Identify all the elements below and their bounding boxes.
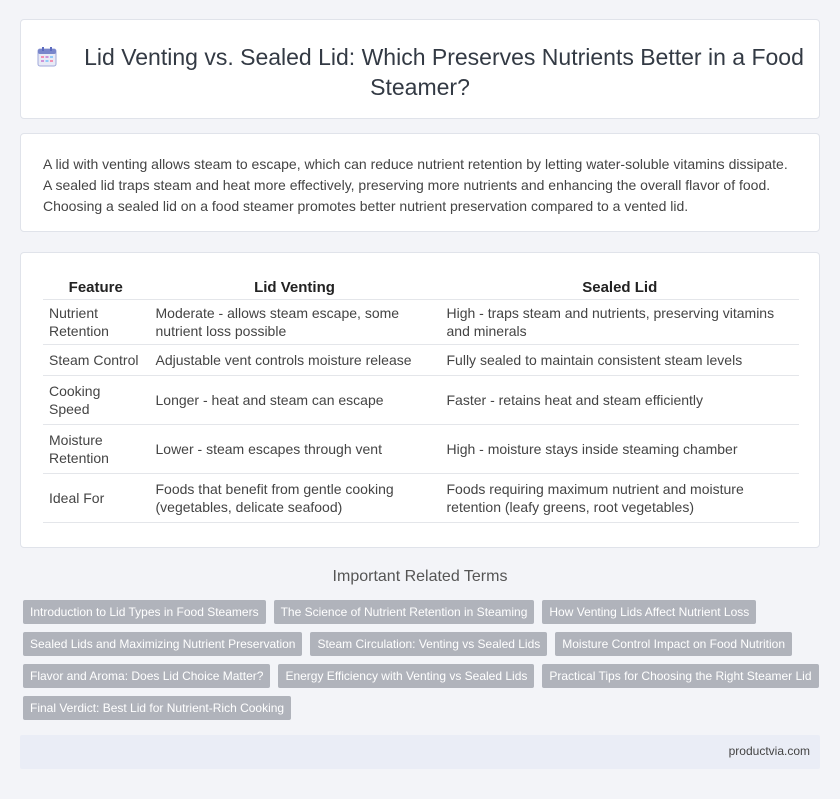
sealed-cell: Fully sealed to maintain consistent steam levels xyxy=(440,344,799,375)
comparison-table-card xyxy=(20,252,820,548)
tag-row xyxy=(23,632,823,656)
related-term-tag[interactable]: Energy Efficiency with Venting vs Sealed Lids xyxy=(278,664,534,688)
table-row xyxy=(43,424,799,473)
table-row xyxy=(43,344,799,375)
related-terms-list xyxy=(23,600,823,728)
table-row xyxy=(43,473,799,522)
sealed-cell: High - moisture stays inside steaming chamber xyxy=(440,424,799,473)
table-row xyxy=(43,375,799,424)
related-term-tag[interactable]: The Science of Nutrient Retention in Steaming xyxy=(274,600,535,624)
comparison-table xyxy=(43,275,799,523)
page-title xyxy=(21,42,819,102)
header-card xyxy=(20,19,820,119)
related-term-tag[interactable]: Final Verdict: Best Lid for Nutrient-Rich Cooking xyxy=(23,696,291,720)
feature-cell: Ideal For xyxy=(43,473,149,522)
related-term-tag[interactable]: Sealed Lids and Maximizing Nutrient Preservation xyxy=(23,632,302,656)
feature-cell: Steam Control xyxy=(43,344,149,375)
table-header-row xyxy=(43,275,799,299)
venting-cell: Lower - steam escapes through vent xyxy=(149,424,440,473)
tag-row xyxy=(23,696,823,720)
venting-cell: Foods that benefit from gentle cooking (vegetables, delicate seafood) xyxy=(149,473,440,522)
intro-text: A lid with venting allows steam to escape, which can reduce nutrient retention by letting water-soluble vitamins dissipate. A sealed lid traps steam and heat more effectively, preserving more nutrients and enhancing the overall flavor of food. Choosing a sealed lid on a food steamer promotes better nutrient preservation compared to a vented lid. xyxy=(43,156,788,214)
feature-cell: Nutrient Retention xyxy=(43,299,149,344)
sealed-cell: Faster - retains heat and steam efficiently xyxy=(440,375,799,424)
header-feature: Feature xyxy=(43,275,149,299)
related-term-tag[interactable]: Flavor and Aroma: Does Lid Choice Matter? xyxy=(23,664,270,688)
venting-cell: Adjustable vent controls moisture release xyxy=(149,344,440,375)
feature-cell: Cooking Speed xyxy=(43,375,149,424)
intro-card xyxy=(20,133,820,232)
footer xyxy=(20,735,820,769)
related-term-tag[interactable]: Practical Tips for Choosing the Right Steamer Lid xyxy=(542,664,818,688)
related-term-tag[interactable]: Moisture Control Impact on Food Nutrition xyxy=(555,632,792,656)
related-term-tag[interactable]: Introduction to Lid Types in Food Steamers xyxy=(23,600,266,624)
related-term-tag[interactable]: How Venting Lids Affect Nutrient Loss xyxy=(542,600,756,624)
sealed-cell: High - traps steam and nutrients, preserving vitamins and minerals xyxy=(440,299,799,344)
related-terms-title: Important Related Terms xyxy=(332,568,508,585)
tag-row xyxy=(23,600,823,624)
header-lid-venting: Lid Venting xyxy=(149,275,440,299)
venting-cell: Moderate - allows steam escape, some nutrient loss possible xyxy=(149,299,440,344)
feature-cell: Moisture Retention xyxy=(43,424,149,473)
table-row xyxy=(43,299,799,344)
calendar-icon xyxy=(36,46,58,68)
header-sealed-lid: Sealed Lid xyxy=(440,275,799,299)
tag-row xyxy=(23,664,823,688)
sealed-cell: Foods requiring maximum nutrient and moisture retention (leafy greens, root vegetables) xyxy=(440,473,799,522)
page-title-text: Lid Venting vs. Sealed Lid: Which Preserves Nutrients Better in a Food Steamer? xyxy=(84,44,804,100)
footer-site-link[interactable]: productvia.com xyxy=(728,744,810,758)
venting-cell: Longer - heat and steam can escape xyxy=(149,375,440,424)
related-term-tag[interactable]: Steam Circulation: Venting vs Sealed Lids xyxy=(310,632,547,656)
